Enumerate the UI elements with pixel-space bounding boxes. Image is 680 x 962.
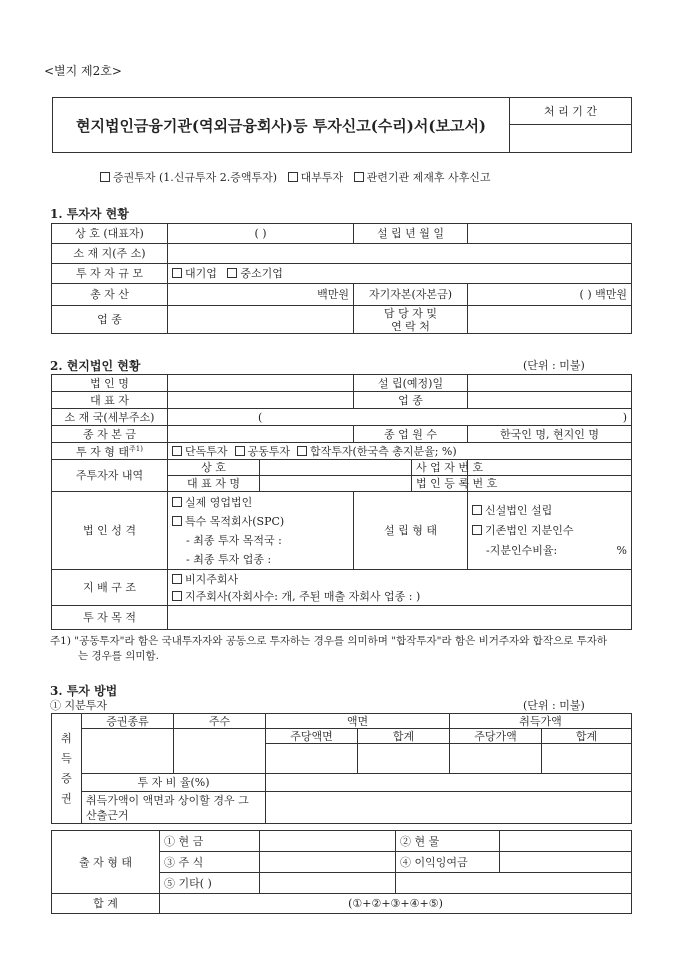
checkbox[interactable] bbox=[227, 268, 237, 278]
checkbox[interactable] bbox=[172, 516, 182, 526]
checkbox[interactable] bbox=[172, 574, 182, 584]
checkbox[interactable] bbox=[172, 591, 182, 601]
input-cell[interactable] bbox=[468, 306, 632, 334]
investor-table: 상 호 (대표자) ( ) 설 립 년 월 일 소 재 지(주 소) 투 자 자 규 모 대기업 중소기업 총 자 산 백만원 자기자본(자본금) ( ) 백만원 업 종 담 당 자 및 연 락 처 bbox=[51, 223, 632, 334]
page-title: 현지법인금융기관(역외금융회사)등 투자신고(수리)서(보고서) bbox=[75, 116, 487, 135]
checkbox[interactable] bbox=[472, 505, 482, 515]
form-number: <별지 제2호> bbox=[44, 64, 122, 78]
checkbox[interactable] bbox=[297, 446, 307, 456]
checkbox[interactable] bbox=[354, 172, 364, 182]
checkbox[interactable] bbox=[172, 446, 182, 456]
input-cell[interactable] bbox=[168, 244, 632, 264]
checkbox[interactable] bbox=[172, 497, 182, 507]
checkbox[interactable] bbox=[288, 172, 298, 182]
section2-heading: 2. 현지법인 현황 bbox=[50, 359, 141, 373]
section1-heading: 1. 투자자 현황 bbox=[50, 207, 129, 221]
section3-unit: (단위 : 미불) bbox=[523, 699, 585, 712]
checkbox[interactable] bbox=[172, 268, 182, 278]
checkbox[interactable] bbox=[100, 172, 110, 182]
section2-unit: (단위 : 미불) bbox=[523, 359, 585, 372]
input-cell[interactable] bbox=[468, 224, 632, 244]
section3-sub: ① 지분투자 bbox=[50, 699, 108, 712]
footnote: 주1) "공동투자"라 함은 국내투자자와 공동으로 투자하는 경우를 의미하며 "합작투자"라 함은 비거주자와 합작으로 투자하 는 경우를 의미함. bbox=[50, 635, 608, 662]
input-cell[interactable] bbox=[168, 306, 354, 334]
contribution-table: 출 자 형 태 ① 현 금 ② 현 물 ③ 주 식 ④ 이익잉여금 ⑤ 기타( ) 합 계 (①+②+③+④+⑤) bbox=[51, 830, 632, 914]
checkbox[interactable] bbox=[472, 525, 482, 535]
equity-table: 취 득 증 권 증권종류 주수 액면 취득가액 주당액면 합계 주당가액 합계 투 자 비 율(%) 취득가액이 액면과 상이할 경우 그 산출근거 bbox=[51, 713, 632, 824]
title-box bbox=[52, 97, 632, 153]
local-corp-table: 법 인 명 설 립(예정)일 대 표 자 업 종 소 재 국(세부주소) ( ) 종 자 본 금 종 업 원 수 한국인 명, 현지인 명 투 자 형 태$^{주1)}$ 단독투자 공동투자 합작투자(한국측 총지분율; %) 주투자자 내역 상 호 사 업 자 번 호 대 표 자 명 법 인 등 록 번 호 법 인 성 격 실제 영업법인 특수 목적회사(SPC) - 최종 투자 목적국 : - 최종 투자 업종 : 설 립 형 태 신설법인 설립 기존법인 지분인수 -지분인수비율: % 지 배 구 조 비지주회사 지주회사(자회사수: 개, 주된 매출 자회사 업종 : ) 투 자 목 적 bbox=[51, 374, 632, 630]
processing-period-label: 처 리 기 간 bbox=[544, 105, 597, 118]
section3-heading: 3. 투자 방법 bbox=[50, 684, 118, 698]
checkbox[interactable] bbox=[235, 446, 245, 456]
investment-type-row: 증권투자 (1.신규투자 2.증액투자) 대부투자 관련기관 제재후 사후신고 bbox=[100, 169, 490, 185]
